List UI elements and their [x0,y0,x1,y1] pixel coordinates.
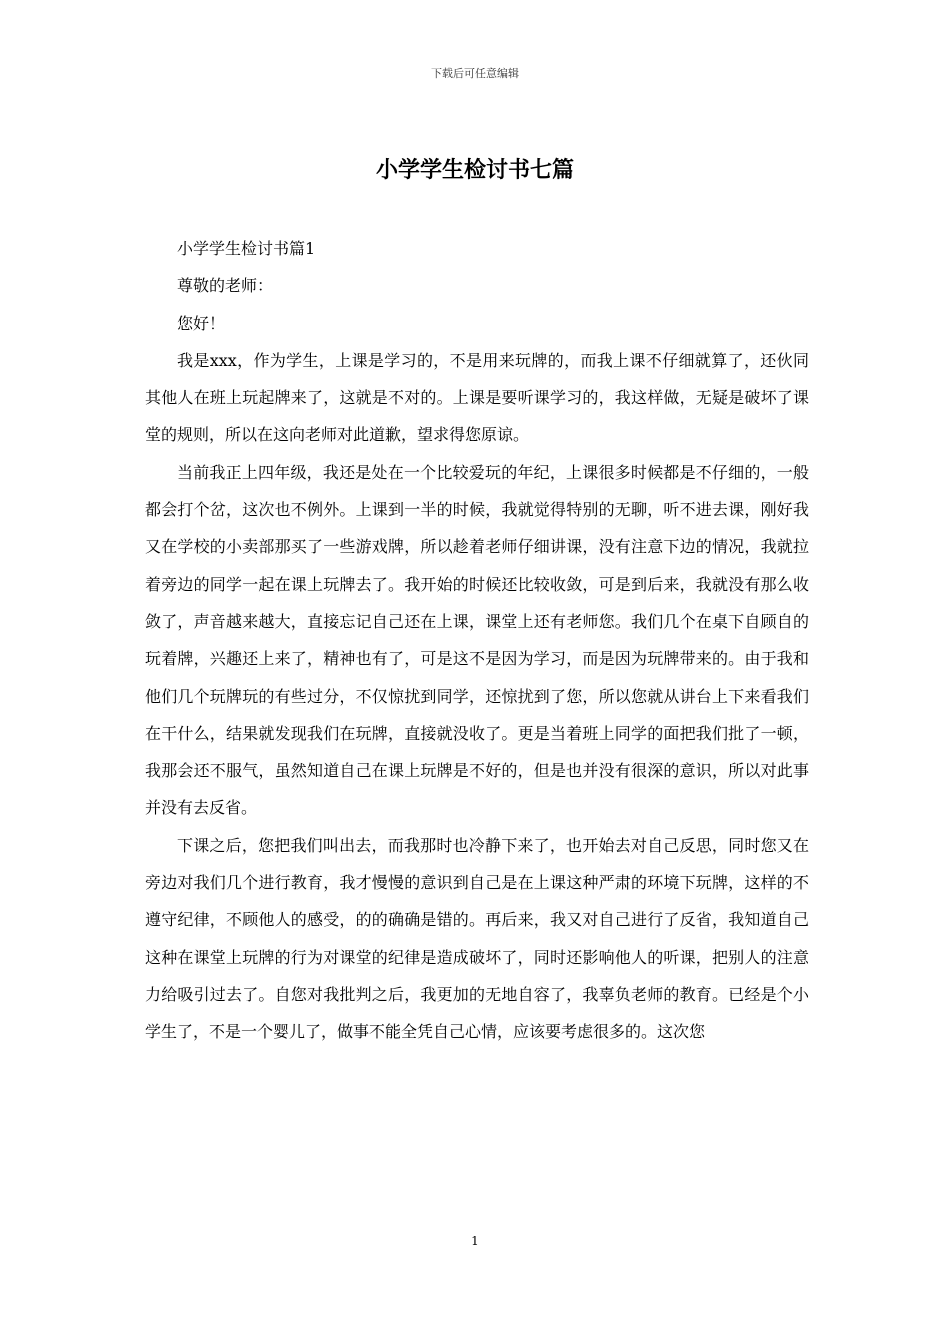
greeting: 您好！ [177,313,226,333]
body-paragraph: 当前我正上四年级，我还是处在一个比较爱玩的年纪，上课很多时候都是不仔细的，一般都会打个岔，这次也不例外。上课到一半的时候，我就觉得特别的无聊，听不进去课，刚好我又在学校的小卖部那买了一些游戏牌，所以趁着老师仔细讲课，没有注意下边的情况，我就拉着旁边的同学一起在课上玩牌去了。我开始的时候还比较收敛，可是到后来，我就没有那么收敛了，声音越来越大，直接忘记自己还在上课，课堂上还有老师您。我们几个在桌下自顾自的玩着牌，兴趣还上来了，精神也有了，可是这不是因为学习，而是因为玩牌带来的。由于我和他们几个玩牌玩的有些过分，不仅惊扰到同学，还惊扰到了您，所以您就从讲台上下来看我们在干什么，结果就发现我们在玩牌，直接就没收了。更是当着班上同学的面把我们批了一顿，我那会还不服气，虽然知道自己在课上玩牌是不好的，但是也并没有很深的意识，所以对此事并没有去反省。 [145,462,809,818]
page-header-note: 下载后可任意编辑 [431,67,519,80]
salutation: 尊敬的老师： [177,276,274,296]
document-body [145,230,809,1051]
body-paragraph: 下课之后，您把我们叫出去，而我那时也冷静下来了，也开始去对自己反思，同时您又在旁边对我们几个进行教育，我才慢慢的意识到自己是在上课这种严肃的环境下玩牌，这样的不遵守纪律，不顾他人的感受，的的确确是错的。再后来，我又对自己进行了反省，我知道自己这种在课堂上玩牌的行为对课堂的纪律是造成破坏了，同时还影响他人的听课，把别人的注意力给吸引过去了。自您对我批判之后，我更加的无地自容了，我辜负老师的教育。已经是个小学生了，不是一个婴儿了，做事不能全凭自己心情，应该要考虑很多的。这次您 [145,835,809,1042]
body-paragraph: 我是xxx，作为学生，上课是学习的，不是用来玩牌的，而我上课不仔细就算了，还伙同其他人在班上玩起牌来了，这就是不对的。上课是要听课学习的，我这样做，无疑是破坏了课堂的规则，所以在这向老师对此道歉，望求得您原谅。 [145,350,809,445]
section-heading: 小学学生检讨书篇1 [177,239,316,258]
document-title: 小学学生检讨书七篇 [375,157,574,183]
page-number: 1 [471,1234,479,1248]
